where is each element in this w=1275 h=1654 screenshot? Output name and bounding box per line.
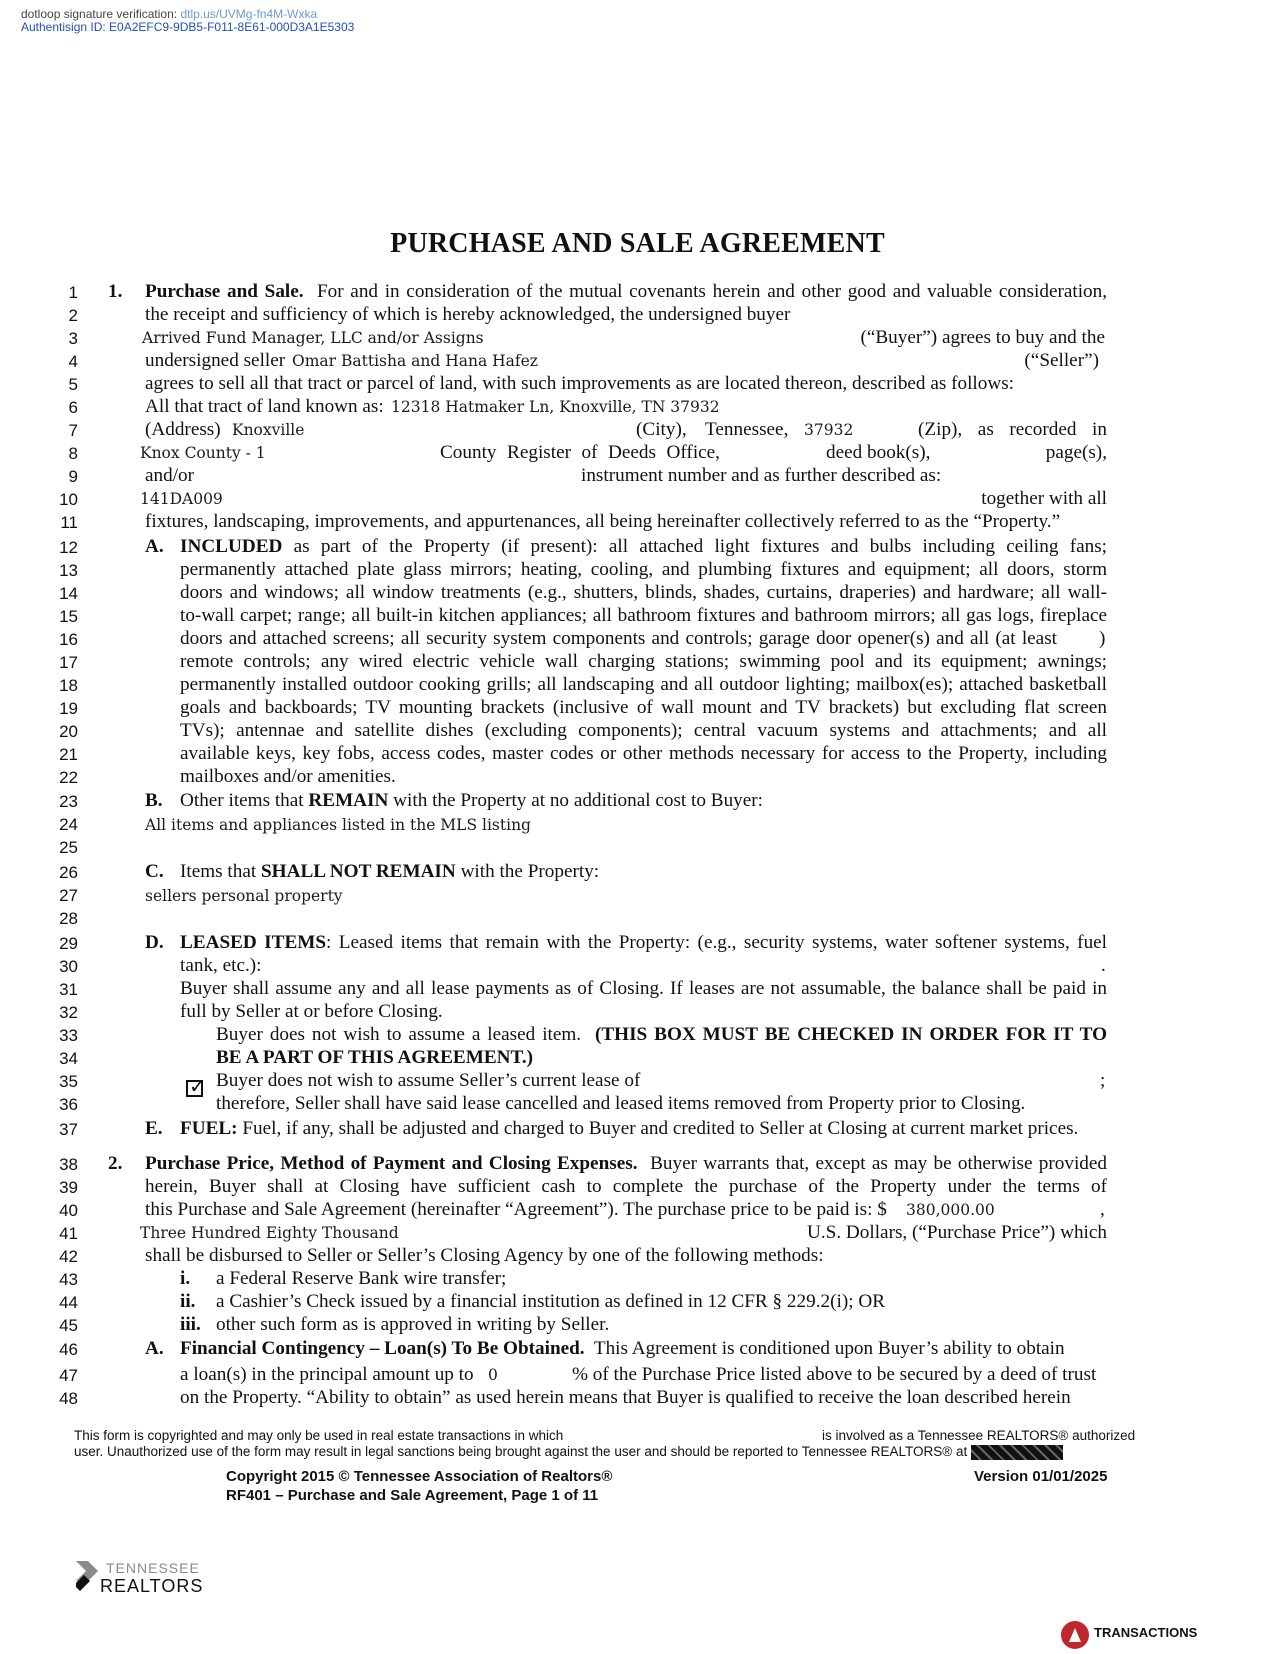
line-number: 32 <box>59 1003 78 1022</box>
document-title: PURCHASE AND SALE AGREEMENT <box>390 228 885 259</box>
line-number: 9 <box>68 467 78 486</box>
section-2-number: 2. <box>108 1153 123 1174</box>
section-e-letter: E. <box>145 1118 163 1139</box>
line-number: 2 <box>68 306 78 325</box>
version-label: Version 01/01/2025 <box>974 1468 1108 1485</box>
section-1-line-2: the receipt and sufficiency of which is hereby acknowledged, the undersigned buyer <box>145 304 791 325</box>
together-with-all: together with all <box>981 488 1107 509</box>
redacted-contact <box>971 1445 1063 1460</box>
method-1-number: i. <box>180 1268 191 1289</box>
svg-text:TRANSACTIONS: TRANSACTIONS <box>1094 1625 1198 1640</box>
line-number: 14 <box>59 584 78 603</box>
section-a-line-17: remote controls; any wired electric vehicle wall charging stations; swimming pool and its equipment; awnings; <box>180 651 1107 672</box>
zip-recorded-text: (Zip), as recorded in <box>918 419 1107 440</box>
method-3-number: iii. <box>180 1314 201 1335</box>
instrument-label: instrument number and as further described as: <box>581 465 942 486</box>
section-2a-letter: A. <box>145 1338 164 1359</box>
section-a-line-21: available keys, key fobs, access codes, master codes or other methods necessary for access to the Property, including <box>180 743 1107 764</box>
section-d-line-35-end: ; <box>1100 1070 1106 1091</box>
method-3-text: other such form as is approved in writing by Seller. <box>216 1314 610 1335</box>
line-number: 11 <box>60 513 78 532</box>
copyright-line: Copyright 2015 © Tennessee Association of Realtors® <box>226 1468 613 1485</box>
remaining-items-field[interactable]: All items and appliances listed in the MLS listing <box>145 816 531 834</box>
section-2-line-40-end: , <box>1100 1199 1105 1220</box>
verification-label: dotloop signature verification: <box>21 7 178 21</box>
line-number: 24 <box>59 815 78 834</box>
line-number: 7 <box>68 421 78 440</box>
line-number: 18 <box>59 676 78 695</box>
section-d-line-33: Buyer does not wish to assume a leased item. (THIS BOX MUST BE CHECKED IN ORDER FOR IT TO <box>216 1024 1107 1045</box>
line-number: 31 <box>59 980 78 999</box>
excluded-items-field[interactable]: sellers personal property <box>145 887 343 905</box>
footer-notice-line-1-start: This form is copyrighted and may only be used in real estate transactions in which <box>74 1428 564 1443</box>
verification-link[interactable]: dtlp.us/UVMg-fn4M-Wxka <box>180 7 318 21</box>
line-number: 15 <box>59 607 78 626</box>
line-number: 42 <box>59 1247 78 1266</box>
line-number: 30 <box>59 957 78 976</box>
line-number: 10 <box>59 490 78 509</box>
section-d-letter: D. <box>145 932 164 953</box>
tennessee-realtors-logo <box>76 1547 206 1597</box>
line-number: 41 <box>59 1224 78 1243</box>
section-a-line-12: INCLUDED as part of the Property (if present): all attached light fixtures and bulbs including ceiling fans; <box>180 536 1107 557</box>
line-number: 27 <box>59 886 78 905</box>
line-number: 46 <box>59 1340 78 1359</box>
method-1-text: a Federal Reserve Bank wire transfer; <box>216 1268 507 1289</box>
address-label: (Address) <box>145 419 221 440</box>
seller-label: (“Seller”) <box>1024 350 1099 371</box>
line-number: 48 <box>59 1389 78 1408</box>
section-b-letter: B. <box>145 790 163 811</box>
line-number: 29 <box>59 934 78 953</box>
section-d-line-34: BE A PART OF THIS AGREEMENT.) <box>216 1047 534 1068</box>
line-number: 40 <box>59 1201 78 1220</box>
section-2a-line-46: Financial Contingency – Loan(s) To Be Obtained. This Agreement is conditioned upon Buyer’s ability to obtain <box>180 1338 1065 1359</box>
section-a-line-13: permanently attached plate glass mirrors; heating, cooling, and plumbing fixtures and equipment; all doors, storm <box>180 559 1107 580</box>
line-number: 23 <box>59 792 78 811</box>
no-assume-lease-checkbox[interactable] <box>186 1074 206 1098</box>
parcel-description-field[interactable]: 141DA009 <box>140 490 223 508</box>
section-a-line-16-end: ) <box>1099 628 1106 649</box>
section-a-line-14: doors and windows; all window treatments (e.g., shutters, blinds, shades, curtains, draperies) and hardware; all wall- <box>180 582 1107 603</box>
section-c-heading: Items that SHALL NOT REMAIN with the Property: <box>180 861 600 882</box>
line-number: 25 <box>59 838 78 857</box>
section-d-line-31: Buyer shall assume any and all lease payments as of Closing. If leases are not assumable, the balance shall be paid in <box>180 978 1107 999</box>
svg-text:REALTORS: REALTORS <box>100 1576 204 1596</box>
section-b-heading: Other items that REMAIN with the Property at no additional cost to Buyer: <box>180 790 763 811</box>
method-2-text: a Cashier’s Check issued by a financial institution as defined in 12 CFR § 229.2(i); OR <box>216 1291 885 1312</box>
line-number: 34 <box>59 1049 78 1068</box>
line-number: 37 <box>59 1120 78 1139</box>
section-d-line-32: full by Seller at or before Closing. <box>180 1001 443 1022</box>
city-field[interactable]: Knoxville <box>232 421 305 439</box>
line-number: 4 <box>68 352 78 371</box>
page-label: page(s), <box>1045 442 1107 463</box>
footer-notice-line-1-end: is involved as a Tennessee REALTORS® authorized <box>822 1428 1136 1443</box>
line-number: 28 <box>59 909 78 928</box>
county-field[interactable]: Knox County - 1 <box>140 444 266 462</box>
line-number: 3 <box>68 329 78 348</box>
line-number: 21 <box>59 745 78 764</box>
city-label: (City), <box>636 419 687 440</box>
section-2a-line-47-end: % of the Purchase Price listed above to be secured by a deed of trust <box>572 1364 1097 1385</box>
signature-verification-line <box>21 7 317 21</box>
section-1-line-1: Purchase and Sale. For and in consideration of the mutual covenants herein and other good and valuable consideration, <box>145 281 1108 302</box>
deed-book-label: deed book(s), <box>826 442 931 463</box>
footer-notice-line-2: user. Unauthorized use of the form may result in legal sanctions being brought against the user and should be reported to Tennessee REALTORS® at <box>74 1444 1063 1460</box>
seller-line-start: undersigned seller <box>145 350 286 371</box>
tract-label: All that tract of land known as: <box>145 396 384 417</box>
section-1-line-5: agrees to sell all that tract or parcel of land, with such improvements as are located thereon, described as follows: <box>145 373 1014 394</box>
section-d-line-29: LEASED ITEMS: Leased items that remain with the Property: (e.g., security systems, water softener systems, fuel <box>180 932 1108 953</box>
line-number: 13 <box>59 561 78 580</box>
line-number: 33 <box>59 1026 78 1045</box>
line-number: 22 <box>59 768 78 787</box>
section-a-line-18: permanently installed outdoor cooking grills; all landscaping and all outdoor lighting; mailbox(es); attached basketball <box>180 674 1107 695</box>
section-a-line-16: doors and attached screens; all security system components and controls; garage door opener(s) and all (at least <box>180 628 1057 649</box>
line-number: 38 <box>59 1155 78 1174</box>
section-1-line-11: fixtures, landscaping, improvements, and appurtenances, all being hereinafter collectively referred to as the “Property.” <box>145 511 1061 532</box>
line-number: 39 <box>59 1178 78 1197</box>
line-number: 6 <box>68 398 78 417</box>
county-register-text: County Register of Deeds Office, <box>440 442 720 463</box>
section-2-line-39: herein, Buyer shall at Closing have sufficient cash to complete the purchase of the Property under the terms of <box>145 1176 1107 1197</box>
form-id-line: RF401 – Purchase and Sale Agreement, Page 1 of 11 <box>226 1487 599 1504</box>
seller-name-field[interactable]: Omar Battisha and Hana Hafez <box>292 352 538 370</box>
section-c-letter: C. <box>145 861 164 882</box>
line-number: 26 <box>59 863 78 882</box>
check-mark-icon: ✓ <box>189 1074 206 1098</box>
loan-percent-field[interactable]: 0 <box>488 1366 498 1384</box>
line-number: 5 <box>68 375 78 394</box>
line-number: 44 <box>59 1293 78 1312</box>
and-or-label: and/or <box>145 465 195 486</box>
transactions-badge <box>1060 1620 1220 1649</box>
line-number: 36 <box>59 1095 78 1114</box>
line-number: 43 <box>59 1270 78 1289</box>
section-d-line-35: Buyer does not wish to assume Seller’s current lease of <box>216 1070 641 1091</box>
section-d-line-36: therefore, Seller shall have said lease cancelled and leased items removed from Property prior to Closing. <box>216 1093 1026 1114</box>
section-2-line-40: this Purchase and Sale Agreement (hereinafter “Agreement”). The purchase price to be paid is: $ <box>145 1199 887 1220</box>
line-number: 1 <box>68 283 78 302</box>
section-1-number: 1. <box>108 281 123 302</box>
line-number: 17 <box>59 653 78 672</box>
section-d-line-30-end: . <box>1101 955 1106 976</box>
section-e-text: FUEL: Fuel, if any, shall be adjusted and charged to Buyer and credited to Seller at Closing at current market prices. <box>180 1118 1079 1139</box>
line-number: 8 <box>68 444 78 463</box>
section-2a-line-47-start: a loan(s) in the principal amount up to <box>180 1364 474 1385</box>
section-a-letter: A. <box>145 536 164 557</box>
line-number: 45 <box>59 1316 78 1335</box>
svg-text:TENNESSEE: TENNESSEE <box>106 1560 200 1576</box>
purchase-price-field[interactable]: 380,000.00 <box>906 1201 995 1219</box>
line-number: 19 <box>59 699 78 718</box>
section-a-line-20: TVs); antennae and satellite dishes (excluding components); central vacuum systems and attachments; and all <box>180 720 1107 741</box>
line-number: 47 <box>59 1366 78 1385</box>
section-a-line-15: to-wall carpet; range; all built-in kitchen appliances; all bathroom fixtures and bathroom mirrors; all gas logs, fireplace <box>180 605 1107 626</box>
property-address-field[interactable]: 12318 Hatmaker Ln, Knoxville, TN 37932 <box>391 398 720 416</box>
line-number: 16 <box>59 630 78 649</box>
section-a-line-22: mailboxes and/or amenities. <box>180 766 396 787</box>
section-2-line-38: Purchase Price, Method of Payment and Closing Expenses. Buyer warrants that, except as may be otherwise provided <box>145 1153 1108 1174</box>
price-in-words-field[interactable]: Three Hundred Eighty Thousand <box>140 1224 399 1242</box>
section-2-line-42: shall be disbursed to Seller or Seller’s Closing Agency by one of the following methods: <box>145 1245 824 1266</box>
state-label: Tennessee, <box>705 419 789 440</box>
line-number: 35 <box>59 1072 78 1091</box>
zip-field[interactable]: 37932 <box>804 421 854 439</box>
us-dollars-label: U.S. Dollars, (“Purchase Price”) which <box>807 1222 1107 1243</box>
section-d-line-30: tank, etc.): <box>180 955 262 976</box>
buyer-label: (“Buyer”) agrees to buy and the <box>860 327 1105 348</box>
section-a-line-19: goals and backboards; TV mounting brackets (inclusive of wall mount and TV brackets) but excluding flat screen <box>180 697 1107 718</box>
line-number: 20 <box>59 722 78 741</box>
section-2a-line-48: on the Property. “Ability to obtain” as used herein means that Buyer is qualified to receive the loan described herein <box>180 1387 1071 1408</box>
buyer-name-field[interactable]: Arrived Fund Manager, LLC and/or Assigns <box>142 329 484 347</box>
method-2-number: ii. <box>180 1291 196 1312</box>
authentisign-id: Authentisign ID: E0A2EFC9-9DB5-F011-8E61-000D3A1E5303 <box>21 20 355 34</box>
line-number: 12 <box>59 538 78 557</box>
